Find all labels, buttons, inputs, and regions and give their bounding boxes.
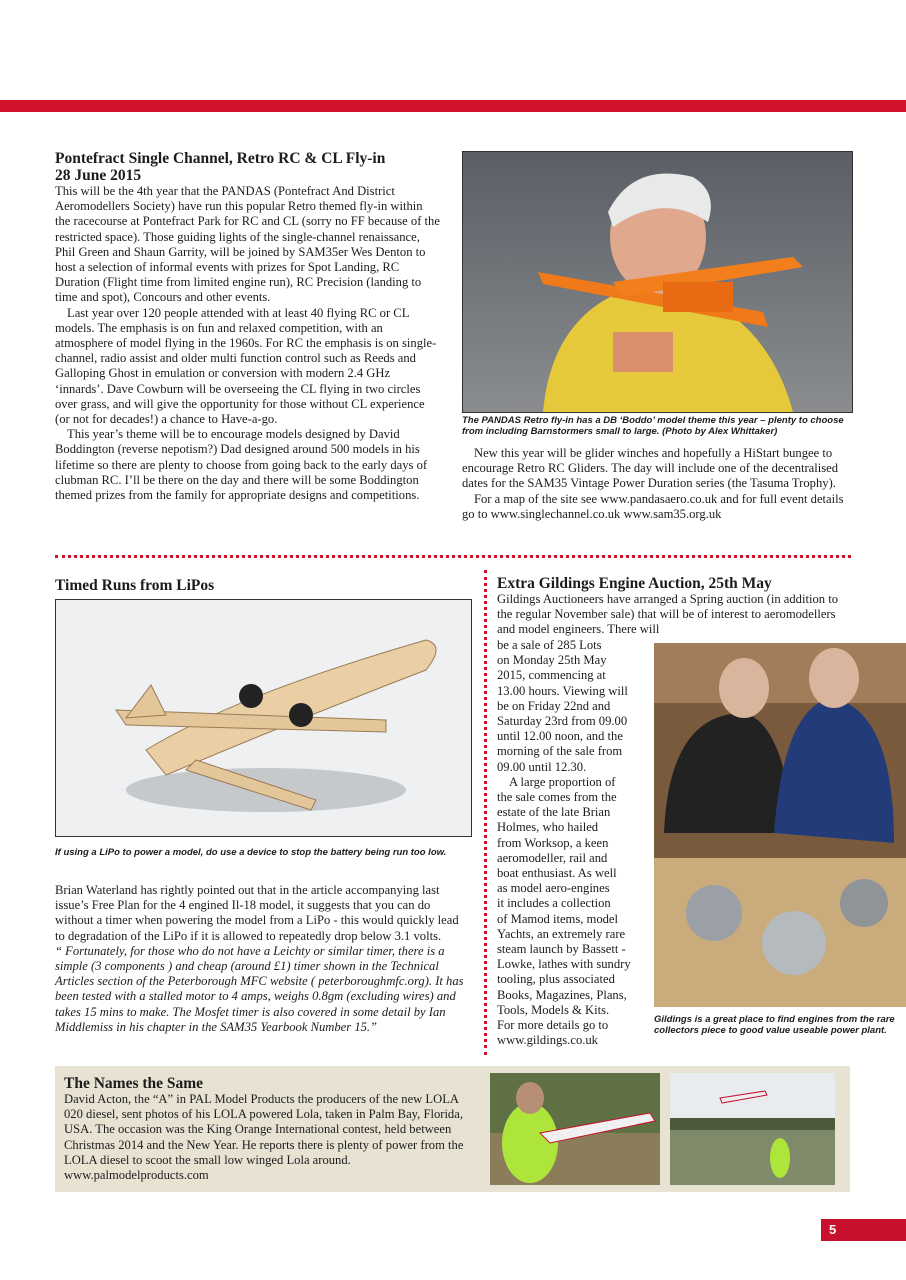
article-lipos bbox=[55, 577, 470, 594]
text-line: on Monday 25th May bbox=[497, 653, 607, 668]
paragraph: For a map of the site see www.pandasaero.co.uk and for full event details go to www.singlechannel.co.uk www.sam35.org.uk bbox=[462, 491, 844, 521]
column-divider bbox=[484, 570, 487, 1055]
article-gildings-body bbox=[497, 638, 652, 1048]
photo-lola-model-launch bbox=[670, 1073, 835, 1185]
photo-caption: If using a LiPo to power a model, do use a device to stop the battery being run too low. bbox=[55, 847, 447, 858]
text-line: Yachts, an extremely rare bbox=[497, 926, 626, 941]
paragraph: New this year will be glider winches and hopefully a HiStart bungee to encourage Retro RC Gliders. The day will include one of the decentralised dates for the SAM35 Vintage Power Duration series (the Tasuma Trophy). bbox=[462, 446, 839, 491]
article-title: Extra Gildings Engine Auction, 25th May bbox=[497, 575, 772, 592]
text-line: Saturday 23rd from 09.00 bbox=[497, 714, 628, 729]
photo-man-with-model bbox=[462, 151, 853, 413]
article-title: Timed Runs from LiPos bbox=[55, 577, 215, 594]
text-line: Books, Magazines, Plans, bbox=[497, 987, 627, 1002]
scalloped-border bbox=[0, 101, 906, 123]
article-title: The Names the Same bbox=[64, 1075, 204, 1092]
text-line: 2015, commencing at bbox=[497, 668, 606, 683]
text-line: tooling, plus associated bbox=[497, 972, 615, 987]
text-line: Holmes, who hailed bbox=[497, 820, 599, 835]
paragraph-lead: Gildings Auctioneers have arranged a Spring auction (in addition to the regular November sale) that will be of interest to aeromodellers and model engineers. There will bbox=[497, 592, 838, 637]
text-line: steam launch by Bassett - bbox=[497, 942, 626, 957]
text-line: the sale comes from the bbox=[497, 790, 617, 805]
article-date: 28 June 2015 bbox=[55, 167, 142, 184]
text-line: from Worksop, a keen bbox=[497, 835, 609, 850]
text-line: www.gildings.co.uk bbox=[497, 1033, 598, 1048]
article-names-same bbox=[64, 1075, 479, 1183]
divider bbox=[55, 555, 851, 558]
text-line: of Mamod items, model bbox=[497, 911, 619, 926]
text-line: until 12.00 noon, and the bbox=[497, 729, 623, 744]
text-line: it includes a collection bbox=[497, 896, 611, 911]
text-line: estate of the late Brian bbox=[497, 805, 611, 820]
article-title: Pontefract Single Channel, Retro RC & CL Fly-in bbox=[55, 150, 386, 167]
text-line: morning of the sale from bbox=[497, 744, 623, 759]
text-line: Lowke, lathes with sundry bbox=[497, 957, 631, 972]
text-line: aeromodeller, rail and bbox=[497, 850, 608, 865]
text-line: boat enthusiast. As well bbox=[497, 866, 617, 881]
text-line: be a sale of 285 Lots bbox=[497, 638, 602, 652]
photo-il18-model bbox=[55, 599, 472, 837]
text-line: Tools, Models & Kits. bbox=[497, 1002, 610, 1017]
paragraph: Brian Waterland has rightly pointed out that in the article accompanying last issue’s Free Plan for the 4 engined Il-18 model, it suggests that you can do without a timer when powering the model from a LiPo - this would quickly lead to degradation of the LiPo if it is allowed to repeatedly drop below 3.1 volts. bbox=[55, 883, 459, 943]
paragraph: This will be the 4th year that the PANDAS (Pontefract And District Aeromodellers Society) have run this popular Retro themed fly-in within the racecourse at Pontefract Park for RC and CL (sorry no FF because of the restricted space). Those guiding lights of the single-channel renaissance, Phil Green and Shaun Garrity, will be joined by SAM35er Wes Denton to host a selection of informal events with prizes for Spot Landing, RC Duration (Flight time from limited engine run), RC Precision (landing to time and spot), Concours and other events. bbox=[55, 184, 440, 305]
paragraph: David Acton, the “A” in PAL Model Products the producers of the new LOLA 020 diesel, sent photos of his LOLA powered Lola, taken in Palm Bay, Florida, USA. The occasion was the King Orange International contest, held between Christmas 2014 and the New Year. He reports there is plenty of power from the LOLA diesel to scoot the small low winged Lola around. www.palmodelproducts.com bbox=[64, 1092, 464, 1183]
text-line: 09.00 until 12.30. bbox=[497, 759, 587, 774]
quote: “ Fortunately, for those who do not have a Leichty or similar timer, there is a simple (3 components ) and cheap (around £1) timer shown in the Technical Articles section of the Peterborough MFC website ( peterboroughmfc.org). It has been tested with a stalled motor to 4 amps, weighs 0.8gm (excluding wires) and takes 15 mins to make. The Mosfet timer is also covered in some detail by Ian Middlemiss in his chapter in the SAM35 Yearbook Number 15.” bbox=[55, 943, 464, 1034]
article-pontefract-cont bbox=[462, 446, 851, 522]
text-line: 13.00 hours. Viewing will bbox=[497, 683, 628, 698]
photo-lola-model-held bbox=[490, 1073, 660, 1185]
photo-caption: Gildings is a great place to find engines from the rare collectors piece to good value useable power plant. bbox=[654, 1014, 895, 1036]
photo-auction-engines bbox=[654, 643, 906, 1007]
paragraph: Last year over 120 people attended with at least 40 flying RC or CL models. The emphasis is on fun and relaxed competition, with an atmosphere of model flying in the 1960s. For RC the emphasis is on single-channel, radio assist and older multi function control such as Reeds and Galloping Ghost in emulation or conversion with modern 2.4 GHz ‘innards’. Dave Cowburn will be overseeing the CL flying in two circles over grass, and will give the opportunity for those without CL experience (or not for decades!) a chance to Have-a-go. bbox=[55, 305, 437, 427]
text-line: For more details go to bbox=[497, 1018, 609, 1033]
photo-caption: The PANDAS Retro fly-in has a DB ‘Boddo’ model theme this year – plenty to choose from including Barnstormers small to large. (Photo by Alex Whittaker) bbox=[462, 415, 844, 437]
page-number: 5 bbox=[821, 1219, 906, 1241]
text-line: as model aero-engines bbox=[497, 881, 610, 896]
article-gildings bbox=[497, 575, 851, 638]
paragraph: This year’s theme will be to encourage models designed by David Boddington (reverse nepotism?) Dad designed around 500 models in his lifetime so there are plenty to choose from going back to the early days of clubman RC. I’ll be there on the day and there will be some Boddington themed prizes from the family for appropriate designs and competitions. bbox=[55, 427, 428, 503]
text-line: A large proportion of bbox=[509, 774, 616, 789]
article-pontefract bbox=[55, 150, 440, 503]
text-line: be on Friday 22nd and bbox=[497, 698, 611, 713]
article-lipos-body bbox=[55, 883, 470, 1035]
